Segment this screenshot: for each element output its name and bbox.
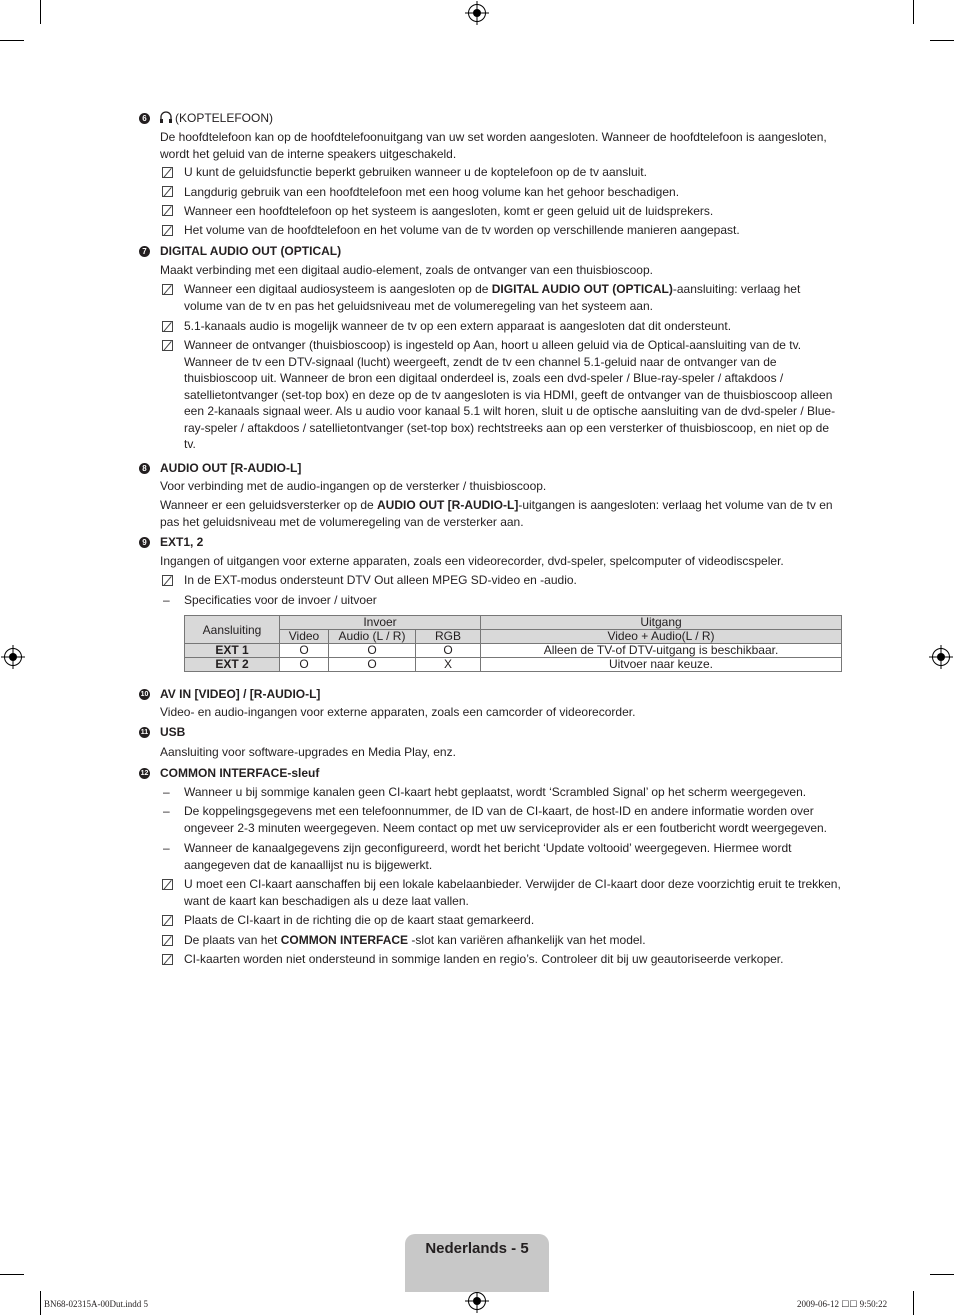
crop-mark <box>40 1291 41 1315</box>
section-title-digital-audio-out: DIGITAL AUDIO OUT (OPTICAL) <box>160 244 342 258</box>
section-title-ext: EXT1, 2 <box>160 535 204 549</box>
note-icon <box>162 225 173 236</box>
table-header: Video <box>280 630 329 644</box>
note-text: U moet een CI-kaart aanschaffen bij een lokale kabelaanbieder. Verwijder de CI-kaart door deze voorzichtig eruit te trekken, want de kaart kan beschadigen als u deze laat vallen. <box>184 877 841 908</box>
registration-mark-icon <box>4 648 22 666</box>
note-text: CI-kaarten worden niet ondersteund in sommige landen en regio’s. Controleer dit bij uw geautoriseerde verkoper. <box>184 952 784 966</box>
table-row <box>185 658 842 672</box>
section-paragraph: Voor verbinding met de audio-ingangen op de versterker / thuisbioscoop. <box>160 479 547 493</box>
section-paragraph: Ingangen of uitgangen voor externe apparaten, zoals een videorecorder, dvd-speler, spelcomputer of videodiscspeler. <box>160 554 784 568</box>
table-header: Aansluiting <box>185 616 280 644</box>
registration-mark-icon <box>468 4 486 22</box>
dash-text: Wanneer de kanaalgegevens zijn geconfigureerd, wordt het bericht ‘Update voltooid’ weergegeven. Hiermee wordt aangegeven dat de kanaallijst nu is bijgewerkt. <box>184 841 792 872</box>
table-cell: O <box>329 658 416 672</box>
note-icon <box>162 284 173 295</box>
section-paragraph: Maakt verbinding met een digitaal audio-element, zoals de ontvanger van een thuisbioscoop. <box>160 263 653 277</box>
note-text: U kunt de geluidsfunctie beperkt gebruiken wanneer u de koptelefoon op de tv aansluit. <box>184 165 647 179</box>
section-title-koptelefoon: (KOPTELEFOON) <box>175 111 274 125</box>
page-number-label: Nederlands - 5 <box>425 1240 529 1257</box>
note-text: 5.1-kanaals audio is mogelijk wanneer de tv op een extern apparaat is aangesloten dat dit ondersteunt. <box>184 319 732 333</box>
section-number-8: 8 <box>139 463 150 474</box>
table-header: Uitgang <box>481 616 842 630</box>
section-title-common-interface: COMMON INTERFACE-sleuf <box>160 766 320 780</box>
note-text: De plaats van het COMMON INTERFACE -slot kan variëren afhankelijk van het model. <box>184 933 646 947</box>
note-icon <box>162 186 173 197</box>
note-icon <box>162 935 173 946</box>
note-text: Wanneer een digitaal audiosysteem is aangesloten op de DIGITAL AUDIO OUT (OPTICAL)-aansluiting: verlaag het volume van de tv en pas het geluidsniveau met de volumeregeling van het systeem aan. <box>184 282 801 313</box>
registration-mark-icon <box>468 1292 486 1310</box>
crop-mark <box>40 0 41 24</box>
note-icon <box>162 575 173 586</box>
dash-bullet: – <box>163 841 170 855</box>
table-cell: O <box>416 644 481 658</box>
note-icon <box>162 205 173 216</box>
table-cell: Alleen de TV-of DTV-uitgang is beschikbaar. <box>481 644 842 658</box>
dash-bullet: – <box>163 593 170 607</box>
note-icon <box>162 340 173 351</box>
slug-timestamp: 2009-06-12 ☐☐ 9:50:22 <box>797 1299 888 1309</box>
note-text: Wanneer een hoofdtelefoon op het systeem is aangesloten, komt er geen geluid uit de luidsprekers. <box>184 204 714 218</box>
section-number-6: 6 <box>139 113 150 124</box>
note-text: In de EXT-modus ondersteunt DTV Out alleen MPEG SD-video en -audio. <box>184 573 577 587</box>
section-title-av-in: AV IN [VIDEO] / [R-AUDIO-L] <box>160 687 321 701</box>
note-text: Wanneer de ontvanger (thuisbioscoop) is ingesteld op Aan, hoort u alleen geluid via de Optical-aansluiting van de tv. Wanneer de tv een DTV-signaal (lucht) weergeeft, zendt de tv een channel 5.1-geluid naar de ontvanger van de thuisbioscoop uit. Wanneer de bron een digitaal onderdeel is, zoals een dvd-speler / Blue-ray-speler / aftakdoos / satellietontvanger (set-top box) en deze op de tv aangesloten is via HDMI, geeft de ontvanger van de thuisbioscoop alleen een 2-kanaals signaal weer. Als u audio voor kanaal 5.1 wilt horen, sluit u de optische aansluiting van de dvd-speler / Blue-ray-speler / aftakdoos / satellietontvanger (set-top box) rechtstreeks aan op een versterker of thuisbioscoop, en niet op de tv. <box>184 338 836 451</box>
note-icon <box>162 879 173 890</box>
section-number-7: 7 <box>139 246 150 257</box>
note-icon <box>162 954 173 965</box>
table-cell: X <box>416 658 481 672</box>
spec-table <box>184 615 842 672</box>
registration-mark-icon <box>932 648 950 666</box>
note-icon <box>162 321 173 332</box>
section-number-11: 11 <box>140 729 149 736</box>
note-text: Langdurig gebruik van een hoofdtelefoon met een hoog volume kan het gehoor beschadigen. <box>184 185 680 199</box>
table-cell: EXT 1 <box>185 644 280 658</box>
table-cell: O <box>280 658 329 672</box>
section-paragraph: Wanneer er een geluidsversterker op de AUDIO OUT [R-AUDIO-L]-uitgangen is aangesloten: verlaag het volume van de tv en pas het geluidsniveau met de volumeregeling van de versterker aan. <box>160 498 833 529</box>
table-cell: Uitvoer naar keuze. <box>481 658 842 672</box>
table-cell: O <box>329 644 416 658</box>
section-title-usb: USB <box>160 725 186 739</box>
table-row <box>185 644 842 658</box>
table-header: RGB <box>416 630 481 644</box>
dash-bullet: – <box>163 785 170 799</box>
note-text: Plaats de CI-kaart in de richting die op de kaart staat gemarkeerd. <box>184 913 535 927</box>
section-number-10: 10 <box>140 691 149 698</box>
crop-mark <box>930 1274 954 1275</box>
section-number-12: 12 <box>140 770 149 777</box>
table-header: Audio (L / R) <box>329 630 416 644</box>
note-text: Het volume van de hoofdtelefoon en het volume van de tv worden op verschillende manieren aangepast. <box>184 223 740 237</box>
crop-mark <box>0 1274 24 1275</box>
dash-bullet: – <box>163 804 170 818</box>
note-icon <box>162 167 173 178</box>
table-cell: EXT 2 <box>185 658 280 672</box>
crop-mark <box>913 0 914 24</box>
section-number-9: 9 <box>139 537 150 548</box>
crop-mark <box>0 40 24 41</box>
note-icon <box>162 915 173 926</box>
crop-mark <box>930 40 954 41</box>
section-paragraph: Video- en audio-ingangen voor externe apparaten, zoals een camcorder of videorecorder. <box>160 705 636 719</box>
table-header: Invoer <box>280 616 481 630</box>
dash-text: De koppelingsgegevens met een telefoonnummer, de ID van de CI-kaart, de host-ID en andere informatie worden over ongeveer 2-3 minuten weergegeven. Neem contact op met uw serviceprovider als er een foutbericht wordt weergegeven. <box>184 804 828 835</box>
section-paragraph: De hoofdtelefoon kan op de hoofdtelefoonuitgang van uw set worden aangesloten. Wanneer de hoofdtelefoon is aangesloten, wordt het geluid van de interne speakers uitgeschakeld. <box>160 130 827 161</box>
section-title-audio-out: AUDIO OUT [R-AUDIO-L] <box>160 461 302 475</box>
table-cell: O <box>280 644 329 658</box>
crop-mark <box>913 1291 914 1315</box>
slug-filename: BN68-02315A-00Dut.indd 5 <box>44 1299 148 1309</box>
headphone-icon <box>159 111 173 124</box>
section-paragraph: Aansluiting voor software-upgrades en Media Play, enz. <box>160 745 456 759</box>
table-header: Video + Audio(L / R) <box>481 630 842 644</box>
dash-text: Specificaties voor de invoer / uitvoer <box>184 593 377 607</box>
dash-text: Wanneer u bij sommige kanalen geen CI-kaart hebt geplaatst, wordt ‘Scrambled Signal’ op het scherm weergegeven. <box>184 785 807 799</box>
